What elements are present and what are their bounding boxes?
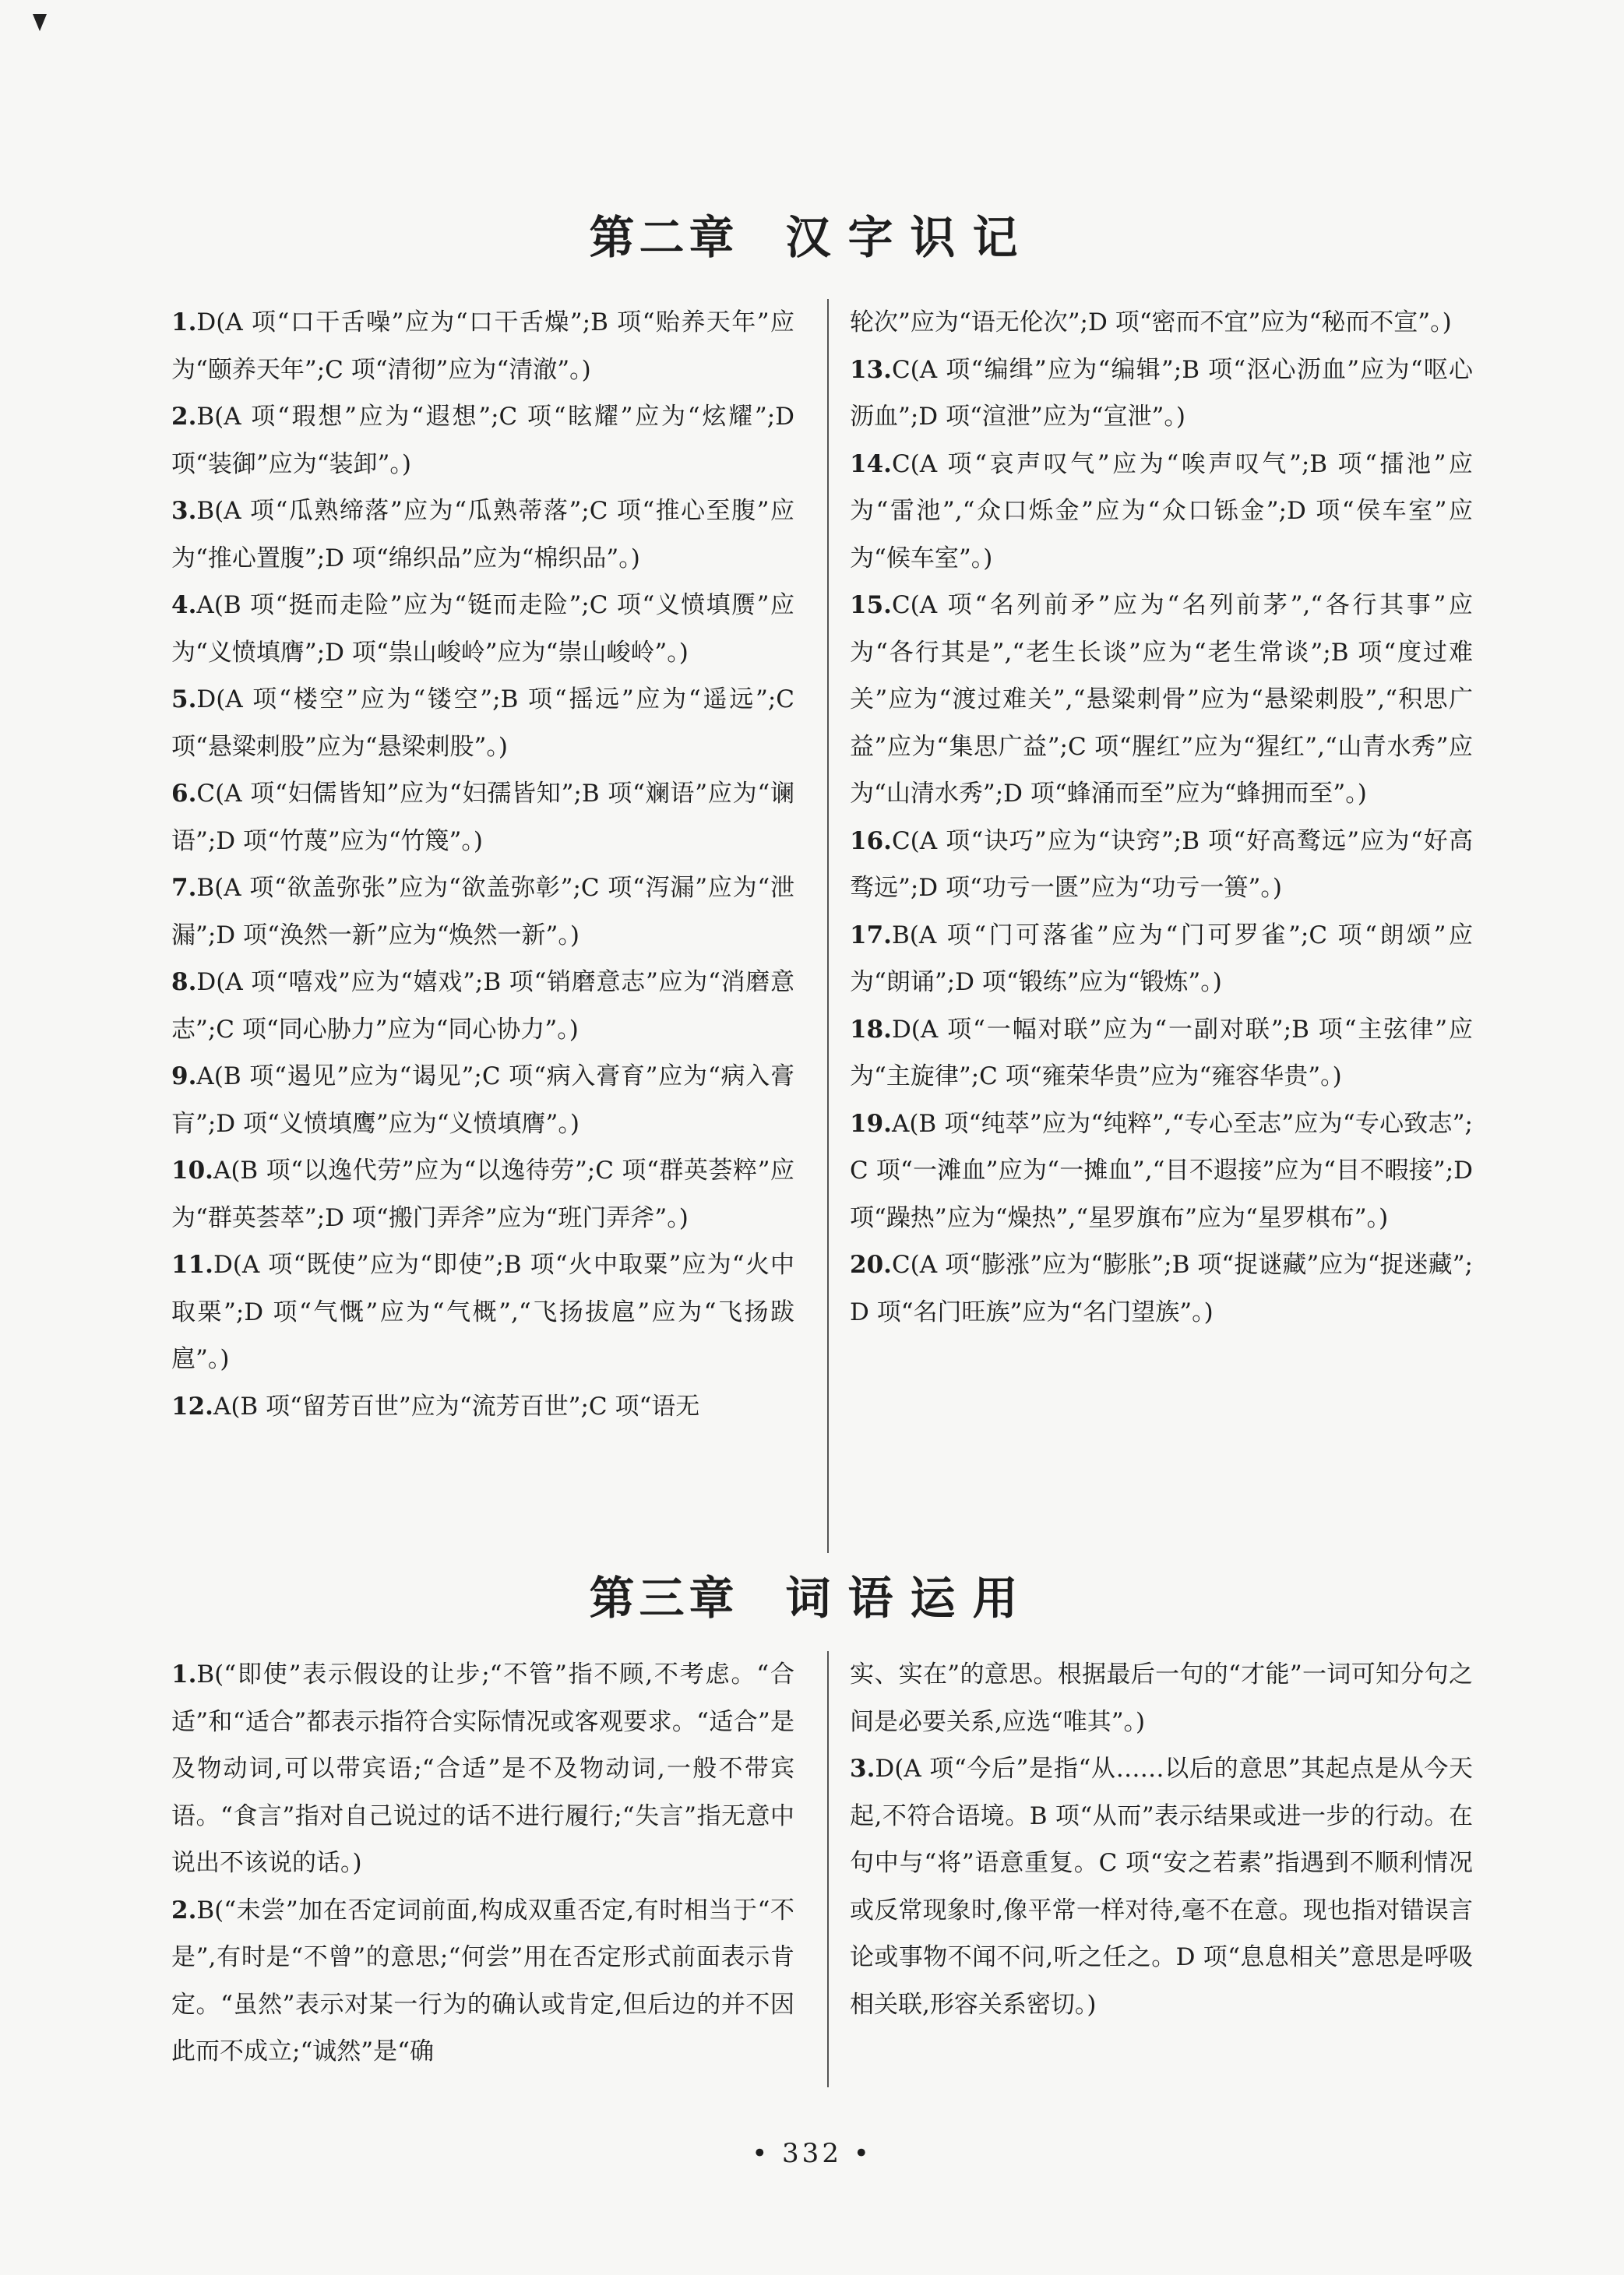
answer-number: 3. xyxy=(850,1755,875,1783)
answer-item xyxy=(850,299,1473,347)
answer-item xyxy=(850,441,1473,583)
answer-item xyxy=(171,1053,794,1147)
answer-item xyxy=(171,393,794,488)
answer-text: B(A 项“门可落雀”应为“门可罗雀”;C 项“朗颂”应为“朗诵”;D 项“锻练”应为“锻炼”。) xyxy=(850,921,1473,996)
answer-item xyxy=(850,582,1473,818)
answer-item xyxy=(171,1241,794,1383)
answer-text: A(B 项“以逸代劳”应为“以逸待劳”;C 项“群英荟粹”应为“群英荟萃”;D 项“搬门弄斧”应为“班门弄斧”。) xyxy=(171,1157,794,1232)
answer-number: 9. xyxy=(171,1062,197,1090)
answer-text: D(A 项“口干舌噪”应为“口干舌燥”;B 项“贻养天年”应为“颐养天年”;C 项“清彻”应为“清澈”。) xyxy=(171,308,794,384)
chapter2-right-column xyxy=(850,299,1473,1336)
answer-text: C(A 项“妇儒皆知”应为“妇孺皆知”;B 项“斓语”应为“谰语”;D 项“竹蔑”应为“竹篾”。) xyxy=(171,780,794,855)
answer-number: 17. xyxy=(850,921,892,949)
answer-number: 18. xyxy=(850,1015,892,1044)
answer-item xyxy=(171,1147,794,1241)
answer-text: B(“未尝”加在否定词前面,构成双重否定,有时相当于“不是”,有时是“不曾”的意思;“何尝”用在否定形式前面表示肯定。“虽然”表示对某一行为的确认或肯定,但后边的并不因此而不成立;“诚然”是“确 xyxy=(171,1896,794,2065)
answer-number: 4. xyxy=(171,591,197,619)
answer-item xyxy=(850,1651,1473,1745)
answer-number: 16. xyxy=(850,826,892,855)
answer-text: 实、实在”的意思。根据最后一句的“才能”一词可知分句之间是必要关系,应选“唯其”。) xyxy=(850,1660,1473,1736)
answer-text: D(A 项“楼空”应为“镂空”;B 项“摇远”应为“遥远”;C 项“悬粱刺股”应为“悬梁刺股”。) xyxy=(171,685,794,761)
corner-mark xyxy=(33,14,47,31)
answer-number: 15. xyxy=(850,591,892,619)
answer-text: C(A 项“哀声叹气”应为“唉声叹气”;B 项“擂池”应为“雷池”,“众口烁金”应为“众口铄金”;D 项“侯车室”应为“候车室”。) xyxy=(850,449,1473,572)
answer-item xyxy=(171,1887,794,2076)
answer-number: 8. xyxy=(171,968,197,996)
answer-item xyxy=(171,488,794,582)
answer-text: 轮次”应为“语无伦次”;D 项“密而不宜”应为“秘而不宣”。) xyxy=(850,308,1452,336)
answer-text: B(A 项“瓜熟缔落”应为“瓜熟蒂落”;C 项“推心至腹”应为“推心置腹”;D 项“绵织品”应为“棉织品”。) xyxy=(171,497,794,572)
answer-number: 13. xyxy=(850,355,892,384)
answer-item xyxy=(850,912,1473,1006)
answer-item xyxy=(850,347,1473,441)
answer-item xyxy=(171,959,794,1053)
chapter3-left-column xyxy=(171,1651,794,2076)
answer-number: 3. xyxy=(171,497,197,525)
answer-item xyxy=(171,770,794,865)
answer-number: 12. xyxy=(171,1392,213,1421)
chapter2-left-column xyxy=(171,299,794,1430)
answer-item xyxy=(850,1745,1473,2028)
answer-number: 19. xyxy=(850,1109,892,1138)
answer-number: 1. xyxy=(171,1660,197,1689)
answer-text: D(A 项“一幅对联”应为“一副对联”;B 项“主弦律”应为“主旋律”;C 项“雍荣华贵”应为“雍容华贵”。) xyxy=(850,1015,1473,1090)
answer-item xyxy=(171,1383,794,1431)
answer-text: B(“即使”表示假设的让步;“不管”指不顾,不考虑。“合适”和“适合”都表示指符合实际情况或客观要求。“适合”是及物动词,可以带宾语;“合适”是不及物动词,一般不带宾语。“食言”指对自己说过的话不进行履行;“失言”指无意中说出不该说的话。) xyxy=(171,1660,794,1877)
answer-number: 11. xyxy=(171,1251,213,1279)
chapter2-title-main: 第二章 xyxy=(589,211,739,264)
answer-item xyxy=(850,818,1473,912)
answer-item xyxy=(850,1241,1473,1336)
answer-text: B(A 项“欲盖弥张”应为“欲盖弥彰”;C 项“泻漏”应为“泄漏”;D 项“涣然一新”应为“焕然一新”。) xyxy=(171,874,794,949)
chapter2-title xyxy=(0,206,1624,269)
page-number: • 332 • xyxy=(752,2138,872,2169)
answer-item xyxy=(171,1651,794,1887)
answer-text: D(A 项“嘻戏”应为“嬉戏”;B 项“销磨意志”应为“消磨意志”;C 项“同心胁力”应为“同心协力”。) xyxy=(171,968,794,1044)
answer-number: 1. xyxy=(171,308,197,336)
answer-text: A(B 项“遏见”应为“谒见”;C 项“病入膏育”应为“病入膏肓”;D 项“义愤填鹰”应为“义愤填膺”。) xyxy=(171,1062,794,1138)
answer-text: C(A 项“诀巧”应为“诀窍”;B 项“好高鹜远”应为“好高骛远”;D 项“功亏一匮”应为“功亏一篑”。) xyxy=(850,826,1473,902)
answer-item xyxy=(171,676,794,770)
chapter3-right-column xyxy=(850,1651,1473,2028)
answer-item xyxy=(171,865,794,959)
answer-text: A(B 项“留芳百世”应为“流芳百世”;C 项“语无 xyxy=(213,1392,700,1421)
answer-number: 2. xyxy=(171,403,197,431)
answer-item xyxy=(171,582,794,676)
answer-number: 20. xyxy=(850,1251,892,1279)
answer-number: 7. xyxy=(171,874,197,902)
answer-text: C(A 项“名列前矛”应为“名列前茅”,“各行其事”应为“各行其是”,“老生长谈”应为“老生常谈”;B 项“度过难关”应为“渡过难关”,“悬粱刺骨”应为“悬梁刺股”,“积思广益”应为“集思广益”;C 项“腥红”应为“猩红”,“山青水秀”应为“山清水秀”;D 项“蜂涌而至”应为“蜂拥而至”。) xyxy=(850,591,1473,808)
answer-number: 10. xyxy=(171,1157,213,1185)
chapter3-title-main: 第三章 xyxy=(589,1572,739,1625)
column-divider xyxy=(827,1651,829,2087)
answer-number: 2. xyxy=(171,1896,197,1925)
answer-number: 6. xyxy=(171,780,197,808)
column-divider xyxy=(827,299,829,1553)
answer-item xyxy=(850,1006,1473,1101)
answer-text: B(A 项“瑕想”应为“遐想”;C 项“眩耀”应为“炫耀”;D 项“装御”应为“装卸”。) xyxy=(171,403,794,478)
answer-item xyxy=(171,299,794,393)
answer-text: D(A 项“既使”应为“即使”;B 项“火中取粟”应为“火中取栗”;D 项“气慨”应为“气概”,“飞扬拔扈”应为“飞扬跋扈”。) xyxy=(171,1251,794,1373)
answer-number: 5. xyxy=(171,685,197,713)
answer-text: A(B 项“挺而走险”应为“铤而走险”;C 项“义愤填赝”应为“义愤填膺”;D 项“祟山峻岭”应为“崇山峻岭”。) xyxy=(171,591,794,667)
chapter3-title-sub: 词语运用 xyxy=(785,1572,1035,1625)
answer-text: C(A 项“膨涨”应为“膨胀”;B 项“捉谜藏”应为“捉迷藏”;D 项“名门旺族”应为“名门望族”。) xyxy=(850,1251,1473,1326)
answer-text: C(A 项“编缉”应为“编辑”;B 项“沤心沥血”应为“呕心沥血”;D 项“渲泄”应为“宣泄”。) xyxy=(850,355,1473,431)
answer-text: A(B 项“纯萃”应为“纯粹”,“专心至志”应为“专心致志”;C 项“一滩血”应为“一摊血”,“目不遐接”应为“目不暇接”;D 项“躁热”应为“燥热”,“星罗旗布”应为“星罗棋布”。) xyxy=(850,1109,1473,1232)
chapter2-title-sub: 汉字识记 xyxy=(785,211,1035,264)
answer-number: 14. xyxy=(850,449,892,478)
chapter3-title xyxy=(0,1567,1624,1629)
answer-text: D(A 项“今后”是指“从……以后的意思”其起点是从今天起,不符合语境。B 项“从而”表示结果或进一步的行动。在句中与“将”语意重复。C 项“安之若素”指遇到不顺利情况或反常现象时,像平常一样对待,毫不在意。现也指对错误言论或事物不闻不问,听之任之。D 项“息息相关”意思是呼吸相关联,形容关系密切。) xyxy=(850,1755,1473,2019)
answer-item xyxy=(850,1101,1473,1242)
